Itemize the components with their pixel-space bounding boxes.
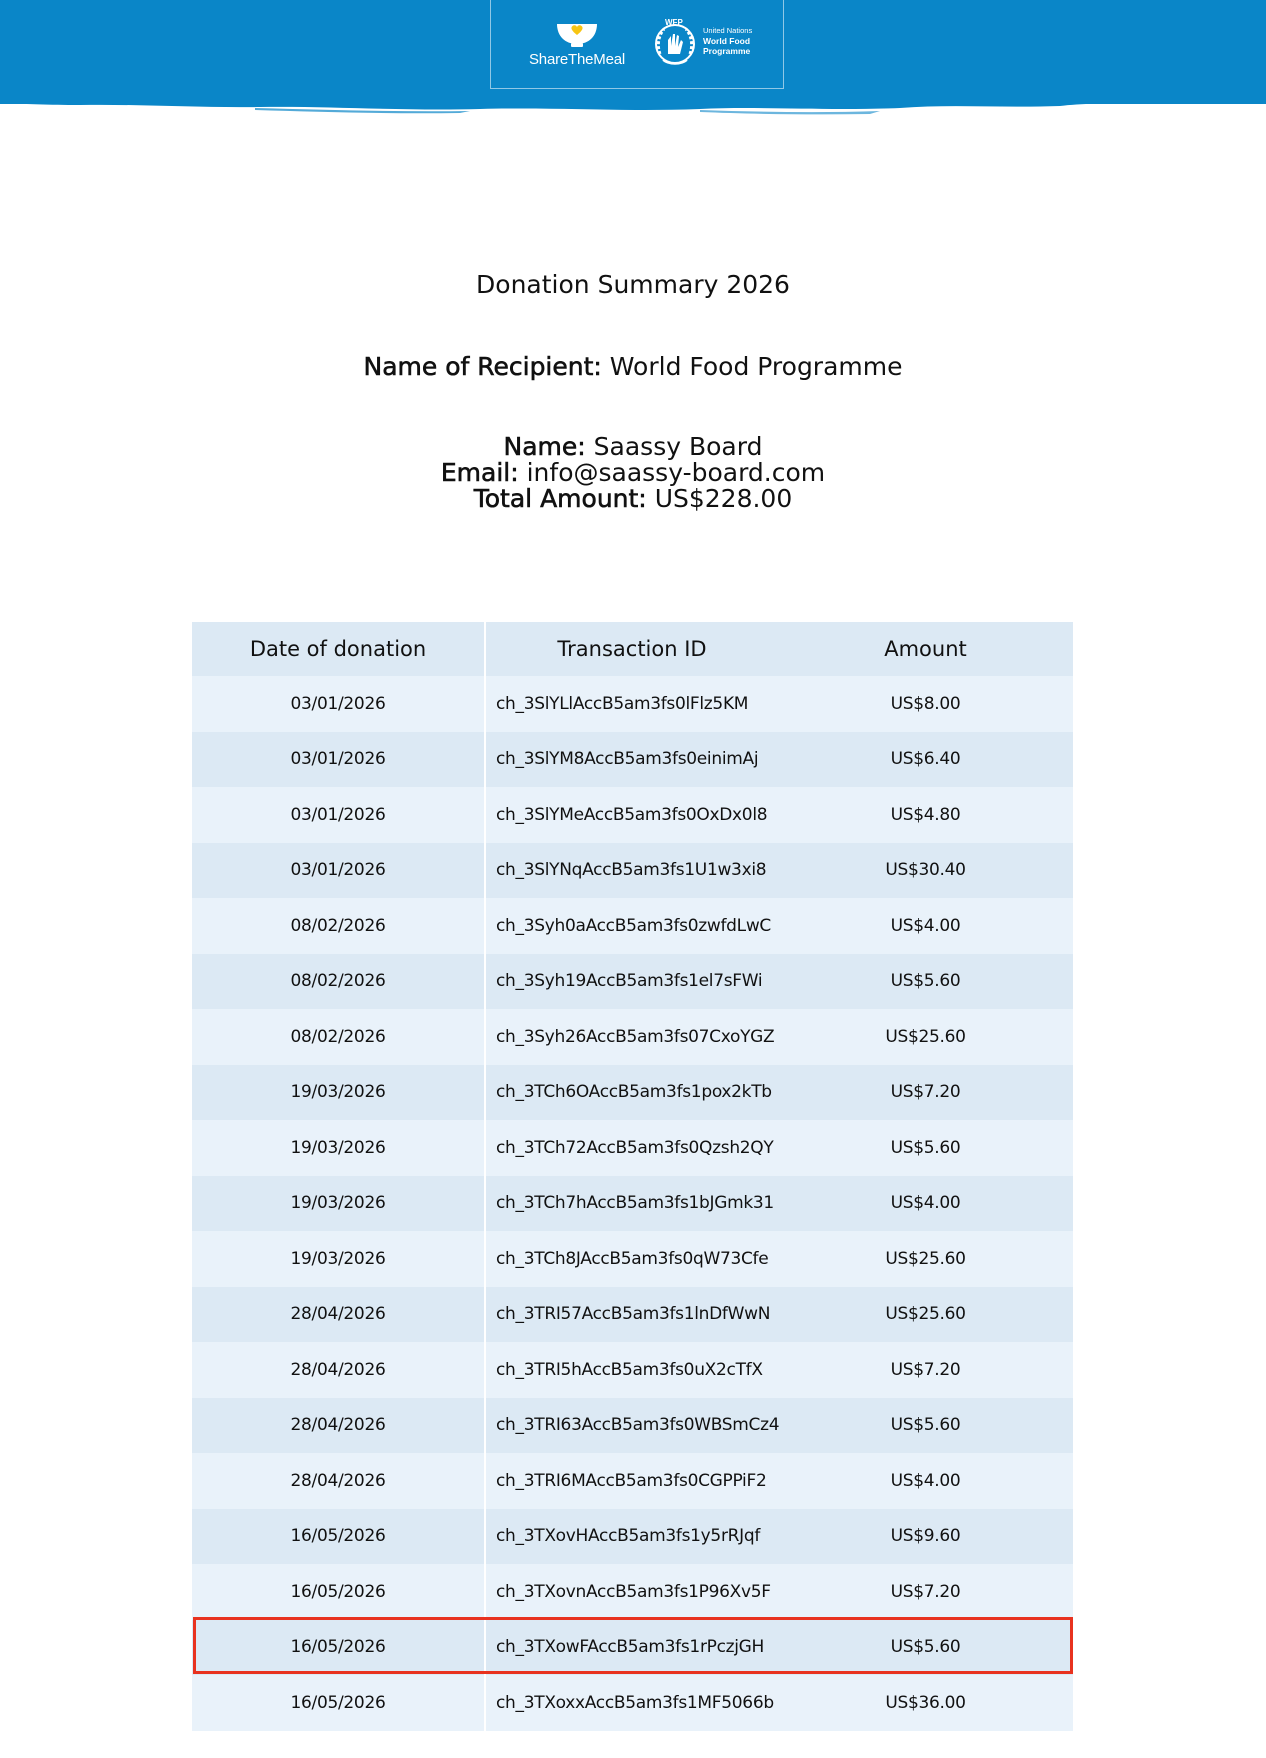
cell-transaction-id: ch_3TRI6MAccB5am3fs0CGPPiF2 <box>485 1453 778 1509</box>
cell-date: 03/01/2026 <box>192 787 485 843</box>
donor-name-line <box>0 434 1266 460</box>
cell-transaction-id: ch_3TXovnAccB5am3fs1P96Xv5F <box>485 1564 778 1620</box>
cell-amount: US$7.20 <box>778 1342 1073 1398</box>
brush-edge-decoration <box>0 96 1266 118</box>
cell-date: 19/03/2026 <box>192 1065 485 1121</box>
cell-amount: US$25.60 <box>778 1009 1073 1065</box>
cell-amount: US$5.60 <box>778 1398 1073 1454</box>
table-row <box>192 1009 1073 1065</box>
logo-box <box>490 0 784 89</box>
cell-date: 19/03/2026 <box>192 1120 485 1176</box>
table-row <box>192 676 1073 732</box>
cell-transaction-id: ch_3TCh7hAccB5am3fs1bJGmk31 <box>485 1176 778 1232</box>
cell-amount: US$25.60 <box>778 1231 1073 1287</box>
table-row <box>192 1287 1073 1343</box>
table-row <box>192 732 1073 788</box>
donor-details <box>0 434 1266 512</box>
sharethemeal-wordmark: ShareTheMeal <box>529 51 625 68</box>
table-row <box>192 1564 1073 1620</box>
recipient-line <box>0 352 1266 381</box>
total-amount-label: Total Amount: <box>473 484 647 513</box>
table-row <box>192 1675 1073 1731</box>
table-body <box>192 676 1073 1731</box>
cell-transaction-id: ch_3TRI5hAccB5am3fs0uX2cTfX <box>485 1342 778 1398</box>
wfp-line-1: United Nations <box>703 26 753 35</box>
cell-amount: US$4.00 <box>778 1176 1073 1232</box>
cell-transaction-id: ch_3SlYM8AccB5am3fs0einimAj <box>485 732 778 788</box>
cell-date: 28/04/2026 <box>192 1453 485 1509</box>
table-row <box>192 787 1073 843</box>
cell-transaction-id: ch_3TXowFAccB5am3fs1rPczjGH <box>485 1620 778 1676</box>
cell-amount: US$30.40 <box>778 843 1073 899</box>
cell-transaction-id: ch_3SlYLlAccB5am3fs0lFlz5KM <box>485 676 778 732</box>
table-row <box>192 954 1073 1010</box>
cell-date: 16/05/2026 <box>192 1564 485 1620</box>
column-header-date: Date of donation <box>192 622 485 676</box>
cell-amount: US$7.20 <box>778 1065 1073 1121</box>
cell-amount: US$4.00 <box>778 1453 1073 1509</box>
cell-amount: US$5.60 <box>778 1620 1073 1676</box>
recipient-value: World Food Programme <box>609 352 903 381</box>
cell-date: 19/03/2026 <box>192 1176 485 1232</box>
cell-date: 08/02/2026 <box>192 1009 485 1065</box>
cell-date: 03/01/2026 <box>192 732 485 788</box>
cell-amount: US$5.60 <box>778 954 1073 1010</box>
cell-date: 28/04/2026 <box>192 1287 485 1343</box>
table-row <box>192 1453 1073 1509</box>
cell-transaction-id: ch_3TXovHAccB5am3fs1y5rRJqf <box>485 1509 778 1565</box>
table-row <box>192 1176 1073 1232</box>
donor-name-value: Saassy Board <box>593 432 763 461</box>
table-row <box>192 1509 1073 1565</box>
cell-date: 19/03/2026 <box>192 1231 485 1287</box>
table-row-highlighted <box>192 1620 1073 1676</box>
cell-transaction-id: ch_3TRI57AccB5am3fs1lnDfWwN <box>485 1287 778 1343</box>
cell-transaction-id: ch_3TCh6OAccB5am3fs1pox2kTb <box>485 1065 778 1121</box>
cell-transaction-id: ch_3TXoxxAccB5am3fs1MF5066b <box>485 1675 778 1731</box>
cell-transaction-id: ch_3TCh72AccB5am3fs0Qzsh2QY <box>485 1120 778 1176</box>
wfp-line-2: World Food <box>703 36 751 46</box>
cell-date: 28/04/2026 <box>192 1342 485 1398</box>
sharethemeal-logo[interactable] <box>513 18 641 78</box>
column-header-amount: Amount <box>778 622 1073 676</box>
donor-email-line <box>0 460 1266 486</box>
cell-amount: US$9.60 <box>778 1509 1073 1565</box>
cell-date: 28/04/2026 <box>192 1398 485 1454</box>
cell-date: 16/05/2026 <box>192 1675 485 1731</box>
wfp-abbreviation: WFP <box>665 18 683 27</box>
cell-date: 16/05/2026 <box>192 1509 485 1565</box>
cell-amount: US$4.80 <box>778 787 1073 843</box>
table-row <box>192 898 1073 954</box>
table-row <box>192 1120 1073 1176</box>
cell-transaction-id: ch_3Syh0aAccB5am3fs0zwfdLwC <box>485 898 778 954</box>
cell-date: 16/05/2026 <box>192 1620 485 1676</box>
cell-amount: US$4.00 <box>778 898 1073 954</box>
table-row <box>192 1231 1073 1287</box>
cell-transaction-id: ch_3TCh8JAccB5am3fs0qW73Cfe <box>485 1231 778 1287</box>
cell-date: 08/02/2026 <box>192 898 485 954</box>
total-amount-value: US$228.00 <box>654 484 793 513</box>
bowl-heart-icon <box>555 18 599 48</box>
cell-transaction-id: ch_3SlYMeAccB5am3fs0OxDx0l8 <box>485 787 778 843</box>
donor-email-label: Email: <box>440 458 519 487</box>
page-title: Donation Summary 2026 <box>476 270 790 299</box>
header-banner <box>0 0 1266 104</box>
cell-amount: US$25.60 <box>778 1287 1073 1343</box>
cell-amount: US$7.20 <box>778 1564 1073 1620</box>
wfp-line-3: Programme <box>703 46 751 56</box>
donor-name-label: Name: <box>503 432 586 461</box>
column-header-transaction-id: Transaction ID <box>485 622 778 676</box>
table-row <box>192 1065 1073 1121</box>
cell-transaction-id: ch_3Syh19AccB5am3fs1el7sFWi <box>485 954 778 1010</box>
total-amount-line <box>0 486 1266 512</box>
cell-date: 03/01/2026 <box>192 676 485 732</box>
donor-email-value[interactable]: info@saassy-board.com <box>526 458 826 487</box>
cell-amount: US$6.40 <box>778 732 1073 788</box>
cell-date: 08/02/2026 <box>192 954 485 1010</box>
table-header-row <box>192 622 1073 676</box>
table-row <box>192 1342 1073 1398</box>
table-row <box>192 843 1073 899</box>
cell-amount: US$36.00 <box>778 1675 1073 1731</box>
wfp-logo[interactable] <box>651 16 771 72</box>
table-row <box>192 1398 1073 1454</box>
cell-date: 03/01/2026 <box>192 843 485 899</box>
cell-amount: US$5.60 <box>778 1120 1073 1176</box>
recipient-label: Name of Recipient: <box>363 352 602 381</box>
cell-transaction-id: ch_3TRI63AccB5am3fs0WBSmCz4 <box>485 1398 778 1454</box>
cell-transaction-id: ch_3SlYNqAccB5am3fs1U1w3xi8 <box>485 843 778 899</box>
donations-table <box>192 622 1073 1731</box>
cell-transaction-id: ch_3Syh26AccB5am3fs07CxoYGZ <box>485 1009 778 1065</box>
cell-amount: US$8.00 <box>778 676 1073 732</box>
wfp-wordmark <box>703 26 752 56</box>
